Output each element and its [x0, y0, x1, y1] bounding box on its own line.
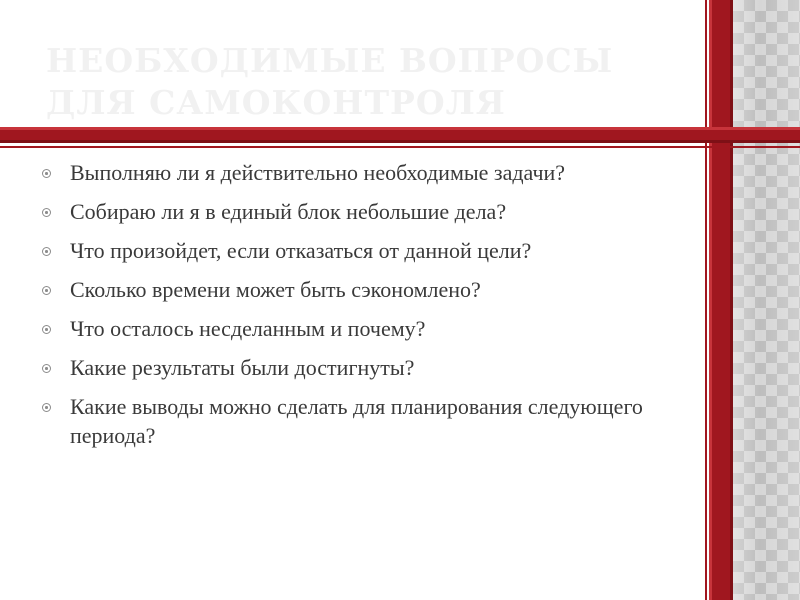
bullet-text: Какие выводы можно сделать для планирования следующего периода? [70, 394, 643, 448]
circle-bullet-icon [42, 364, 51, 373]
bullet-text: Что осталось несделанным и почему? [70, 316, 426, 341]
bullet-text: Выполняю ли я действительно необходимые задачи? [70, 160, 566, 185]
circle-bullet-icon [42, 286, 51, 295]
bullet-item [40, 392, 690, 450]
bullet-item [40, 158, 690, 187]
horizontal-accent-bar [0, 127, 800, 143]
slide-title-line-1: НЕОБХОДИМЫЕ ВОПРОСЫ [46, 41, 614, 80]
decorative-pattern-strip [733, 0, 800, 600]
vertical-accent-line [705, 0, 707, 600]
bullet-text: Какие результаты были достигнуты? [70, 355, 415, 380]
vertical-accent-bar [709, 0, 733, 600]
bullet-item [40, 236, 690, 265]
circle-bullet-icon [42, 325, 51, 334]
bullet-item [40, 197, 690, 226]
bullet-item [40, 275, 690, 304]
bullet-item [40, 314, 690, 343]
slide-title-line-2: ДЛЯ САМОКОНТРОЛЯ [46, 83, 506, 122]
bullet-list [40, 158, 690, 460]
circle-bullet-icon [42, 208, 51, 217]
bullet-item [40, 353, 690, 382]
circle-bullet-icon [42, 403, 51, 412]
horizontal-accent-line [0, 146, 800, 148]
circle-bullet-icon [42, 247, 51, 256]
slide-title [46, 40, 686, 124]
bullet-text: Сколько времени может быть сэкономлено? [70, 277, 481, 302]
bullet-text: Собираю ли я в единый блок небольшие дела? [70, 199, 507, 224]
bullet-text: Что произойдет, если отказаться от данной цели? [70, 238, 532, 263]
circle-bullet-icon [42, 169, 51, 178]
